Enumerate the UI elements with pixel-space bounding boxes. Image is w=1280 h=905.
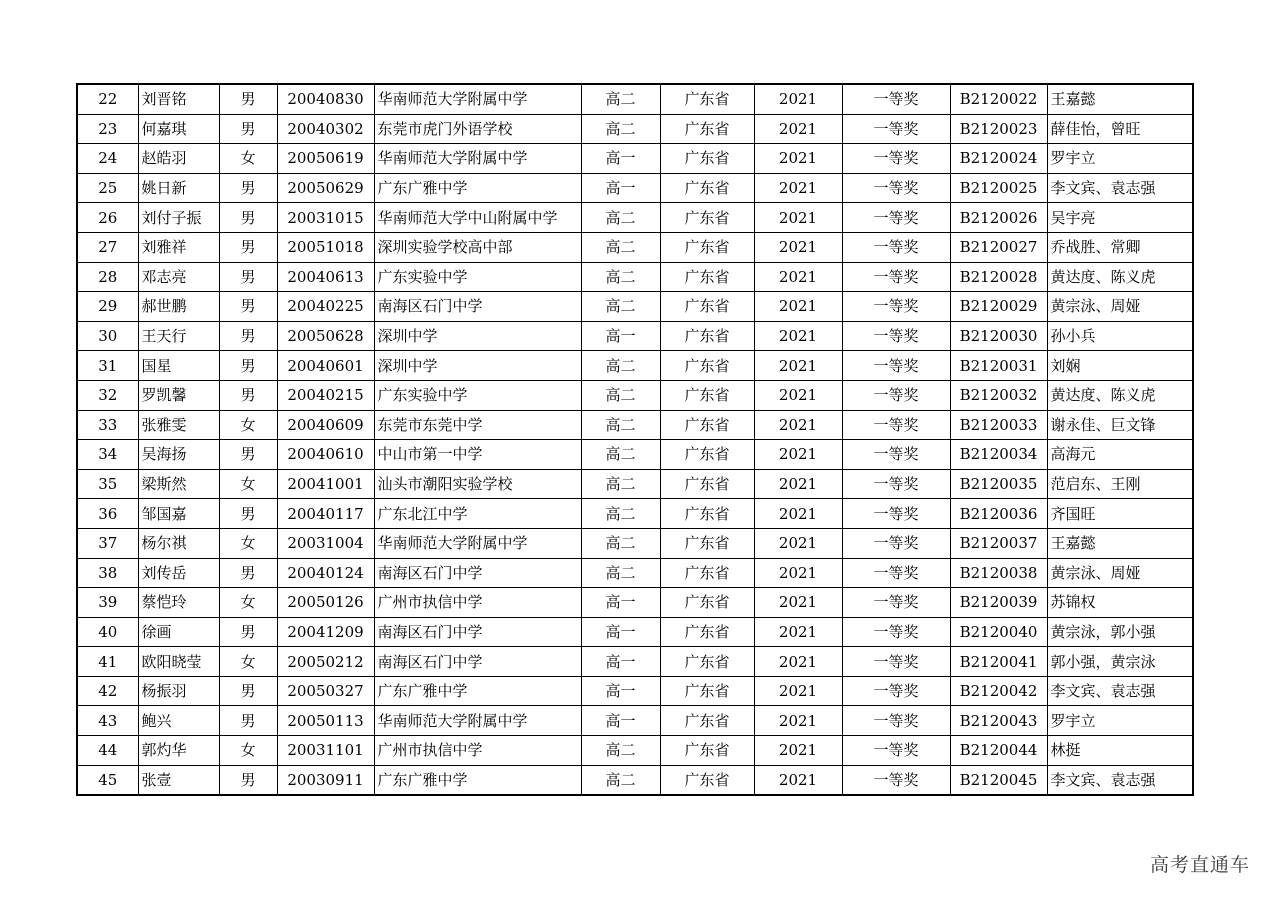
cell-grade: 高二 xyxy=(581,765,660,795)
cell-grade: 高一 xyxy=(581,173,660,203)
cell-province: 广东省 xyxy=(660,765,754,795)
cell-certificate-no: B2120027 xyxy=(950,232,1047,262)
cell-year: 2021 xyxy=(754,232,842,262)
cell-award-level: 一等奖 xyxy=(842,588,950,618)
cell-gender: 男 xyxy=(219,292,277,322)
cell-award-level: 一等奖 xyxy=(842,144,950,174)
cell-year: 2021 xyxy=(754,558,842,588)
cell-certificate-no: B2120039 xyxy=(950,588,1047,618)
cell-school: 广东广雅中学 xyxy=(374,676,581,706)
cell-gender: 女 xyxy=(219,588,277,618)
cell-certificate-no: B2120030 xyxy=(950,321,1047,351)
cell-student-name: 蔡恺玲 xyxy=(138,588,219,618)
cell-year: 2021 xyxy=(754,617,842,647)
cell-gender: 女 xyxy=(219,528,277,558)
cell-year: 2021 xyxy=(754,528,842,558)
cell-gender: 男 xyxy=(219,84,277,114)
table-row xyxy=(77,528,1193,558)
cell-coach: 吴宇亮 xyxy=(1047,203,1193,233)
cell-student-name: 鲍兴 xyxy=(138,706,219,736)
cell-award-level: 一等奖 xyxy=(842,114,950,144)
cell-school: 南海区石门中学 xyxy=(374,292,581,322)
cell-province: 广东省 xyxy=(660,469,754,499)
cell-certificate-no: B2120045 xyxy=(950,765,1047,795)
cell-certificate-no: B2120040 xyxy=(950,617,1047,647)
cell-seq-no: 43 xyxy=(77,706,138,736)
cell-province: 广东省 xyxy=(660,203,754,233)
cell-gender: 男 xyxy=(219,173,277,203)
cell-student-name: 邹国嘉 xyxy=(138,499,219,529)
cell-birth-date: 20050126 xyxy=(277,588,374,618)
cell-birth-date: 20040609 xyxy=(277,410,374,440)
cell-school: 华南师范大学附属中学 xyxy=(374,706,581,736)
table-row xyxy=(77,469,1193,499)
cell-school: 南海区石门中学 xyxy=(374,647,581,677)
cell-student-name: 国星 xyxy=(138,351,219,381)
cell-birth-date: 20040610 xyxy=(277,440,374,470)
cell-school: 广州市执信中学 xyxy=(374,736,581,766)
cell-birth-date: 20050212 xyxy=(277,647,374,677)
cell-award-level: 一等奖 xyxy=(842,528,950,558)
cell-province: 广东省 xyxy=(660,351,754,381)
cell-province: 广东省 xyxy=(660,232,754,262)
cell-province: 广东省 xyxy=(660,736,754,766)
cell-school: 广东北江中学 xyxy=(374,499,581,529)
table-row xyxy=(77,292,1193,322)
cell-coach: 李文宾、袁志强 xyxy=(1047,765,1193,795)
cell-coach: 黄达度、陈义虎 xyxy=(1047,380,1193,410)
cell-student-name: 刘晋铭 xyxy=(138,84,219,114)
cell-student-name: 欧阳晓莹 xyxy=(138,647,219,677)
cell-grade: 高二 xyxy=(581,262,660,292)
cell-seq-no: 45 xyxy=(77,765,138,795)
cell-seq-no: 30 xyxy=(77,321,138,351)
cell-province: 广东省 xyxy=(660,676,754,706)
cell-seq-no: 37 xyxy=(77,528,138,558)
cell-province: 广东省 xyxy=(660,173,754,203)
cell-province: 广东省 xyxy=(660,706,754,736)
cell-birth-date: 20031015 xyxy=(277,203,374,233)
cell-award-level: 一等奖 xyxy=(842,173,950,203)
cell-coach: 罗宇立 xyxy=(1047,706,1193,736)
table-row xyxy=(77,173,1193,203)
cell-certificate-no: B2120043 xyxy=(950,706,1047,736)
cell-certificate-no: B2120034 xyxy=(950,440,1047,470)
cell-award-level: 一等奖 xyxy=(842,292,950,322)
cell-grade: 高一 xyxy=(581,647,660,677)
cell-award-level: 一等奖 xyxy=(842,647,950,677)
cell-year: 2021 xyxy=(754,144,842,174)
cell-grade: 高二 xyxy=(581,499,660,529)
cell-birth-date: 20040302 xyxy=(277,114,374,144)
cell-school: 东莞市虎门外语学校 xyxy=(374,114,581,144)
cell-province: 广东省 xyxy=(660,617,754,647)
cell-year: 2021 xyxy=(754,262,842,292)
cell-school: 中山市第一中学 xyxy=(374,440,581,470)
cell-gender: 男 xyxy=(219,706,277,736)
cell-gender: 女 xyxy=(219,469,277,499)
cell-province: 广东省 xyxy=(660,380,754,410)
cell-coach: 乔战胜、常卿 xyxy=(1047,232,1193,262)
cell-award-level: 一等奖 xyxy=(842,736,950,766)
cell-coach: 苏锦权 xyxy=(1047,588,1193,618)
cell-year: 2021 xyxy=(754,351,842,381)
cell-seq-no: 24 xyxy=(77,144,138,174)
cell-grade: 高二 xyxy=(581,380,660,410)
cell-award-level: 一等奖 xyxy=(842,410,950,440)
cell-seq-no: 36 xyxy=(77,499,138,529)
cell-year: 2021 xyxy=(754,499,842,529)
cell-seq-no: 41 xyxy=(77,647,138,677)
cell-student-name: 杨振羽 xyxy=(138,676,219,706)
cell-birth-date: 20050113 xyxy=(277,706,374,736)
cell-certificate-no: B2120036 xyxy=(950,499,1047,529)
cell-school: 华南师范大学附属中学 xyxy=(374,84,581,114)
cell-coach: 齐国旺 xyxy=(1047,499,1193,529)
cell-award-level: 一等奖 xyxy=(842,84,950,114)
table-row xyxy=(77,114,1193,144)
cell-student-name: 梁斯然 xyxy=(138,469,219,499)
cell-gender: 男 xyxy=(219,380,277,410)
cell-gender: 男 xyxy=(219,765,277,795)
cell-coach: 高海元 xyxy=(1047,440,1193,470)
cell-school: 深圳中学 xyxy=(374,351,581,381)
cell-student-name: 徐画 xyxy=(138,617,219,647)
cell-school: 南海区石门中学 xyxy=(374,558,581,588)
cell-birth-date: 20040601 xyxy=(277,351,374,381)
cell-award-level: 一等奖 xyxy=(842,351,950,381)
cell-coach: 王嘉懿 xyxy=(1047,84,1193,114)
cell-student-name: 张壹 xyxy=(138,765,219,795)
cell-gender: 男 xyxy=(219,440,277,470)
cell-seq-no: 38 xyxy=(77,558,138,588)
cell-seq-no: 44 xyxy=(77,736,138,766)
cell-gender: 男 xyxy=(219,114,277,144)
cell-year: 2021 xyxy=(754,588,842,618)
cell-coach: 郭小强，黄宗泳 xyxy=(1047,647,1193,677)
table-row xyxy=(77,380,1193,410)
cell-certificate-no: B2120025 xyxy=(950,173,1047,203)
cell-award-level: 一等奖 xyxy=(842,676,950,706)
table-row xyxy=(77,765,1193,795)
cell-coach: 孙小兵 xyxy=(1047,321,1193,351)
cell-gender: 男 xyxy=(219,321,277,351)
cell-gender: 男 xyxy=(219,617,277,647)
cell-student-name: 赵皓羽 xyxy=(138,144,219,174)
cell-birth-date: 20040225 xyxy=(277,292,374,322)
cell-gender: 男 xyxy=(219,203,277,233)
watermark: 高考直通车 xyxy=(1149,854,1250,876)
cell-seq-no: 25 xyxy=(77,173,138,203)
cell-student-name: 王天行 xyxy=(138,321,219,351)
cell-student-name: 邓志亮 xyxy=(138,262,219,292)
cell-grade: 高一 xyxy=(581,144,660,174)
cell-school: 广东广雅中学 xyxy=(374,173,581,203)
cell-certificate-no: B2120038 xyxy=(950,558,1047,588)
cell-year: 2021 xyxy=(754,706,842,736)
cell-seq-no: 31 xyxy=(77,351,138,381)
cell-grade: 高二 xyxy=(581,203,660,233)
cell-birth-date: 20040117 xyxy=(277,499,374,529)
cell-coach: 李文宾、袁志强 xyxy=(1047,676,1193,706)
cell-province: 广东省 xyxy=(660,292,754,322)
cell-province: 广东省 xyxy=(660,262,754,292)
cell-seq-no: 33 xyxy=(77,410,138,440)
cell-student-name: 郝世鹏 xyxy=(138,292,219,322)
table-row xyxy=(77,558,1193,588)
cell-award-level: 一等奖 xyxy=(842,262,950,292)
cell-coach: 李文宾、袁志强 xyxy=(1047,173,1193,203)
cell-grade: 高一 xyxy=(581,588,660,618)
cell-seq-no: 27 xyxy=(77,232,138,262)
cell-grade: 高二 xyxy=(581,469,660,499)
cell-province: 广东省 xyxy=(660,321,754,351)
cell-certificate-no: B2120032 xyxy=(950,380,1047,410)
cell-certificate-no: B2120035 xyxy=(950,469,1047,499)
cell-school: 华南师范大学附属中学 xyxy=(374,528,581,558)
cell-seq-no: 34 xyxy=(77,440,138,470)
cell-year: 2021 xyxy=(754,469,842,499)
cell-birth-date: 20051018 xyxy=(277,232,374,262)
cell-award-level: 一等奖 xyxy=(842,203,950,233)
table-row xyxy=(77,84,1193,114)
cell-birth-date: 20031004 xyxy=(277,528,374,558)
cell-certificate-no: B2120026 xyxy=(950,203,1047,233)
cell-province: 广东省 xyxy=(660,528,754,558)
cell-student-name: 刘付子振 xyxy=(138,203,219,233)
cell-certificate-no: B2120023 xyxy=(950,114,1047,144)
cell-province: 广东省 xyxy=(660,114,754,144)
cell-seq-no: 23 xyxy=(77,114,138,144)
cell-school: 华南师范大学附属中学 xyxy=(374,144,581,174)
cell-grade: 高二 xyxy=(581,292,660,322)
cell-grade: 高一 xyxy=(581,706,660,736)
cell-gender: 男 xyxy=(219,676,277,706)
cell-student-name: 刘传岳 xyxy=(138,558,219,588)
cell-gender: 女 xyxy=(219,736,277,766)
cell-birth-date: 20041001 xyxy=(277,469,374,499)
cell-province: 广东省 xyxy=(660,588,754,618)
cell-award-level: 一等奖 xyxy=(842,321,950,351)
table-row xyxy=(77,736,1193,766)
cell-certificate-no: B2120028 xyxy=(950,262,1047,292)
cell-birth-date: 20050619 xyxy=(277,144,374,174)
cell-student-name: 何嘉琪 xyxy=(138,114,219,144)
table-row xyxy=(77,647,1193,677)
cell-student-name: 吴海扬 xyxy=(138,440,219,470)
cell-coach: 刘娴 xyxy=(1047,351,1193,381)
cell-year: 2021 xyxy=(754,321,842,351)
cell-year: 2021 xyxy=(754,765,842,795)
cell-seq-no: 40 xyxy=(77,617,138,647)
cell-student-name: 张雅雯 xyxy=(138,410,219,440)
cell-coach: 谢永佳、巨文锋 xyxy=(1047,410,1193,440)
cell-province: 广东省 xyxy=(660,440,754,470)
cell-birth-date: 20040613 xyxy=(277,262,374,292)
cell-gender: 男 xyxy=(219,262,277,292)
cell-birth-date: 20030911 xyxy=(277,765,374,795)
cell-birth-date: 20040830 xyxy=(277,84,374,114)
cell-seq-no: 26 xyxy=(77,203,138,233)
cell-year: 2021 xyxy=(754,676,842,706)
cell-student-name: 郭灼华 xyxy=(138,736,219,766)
cell-coach: 王嘉懿 xyxy=(1047,528,1193,558)
cell-student-name: 罗凯馨 xyxy=(138,380,219,410)
cell-seq-no: 28 xyxy=(77,262,138,292)
cell-gender: 男 xyxy=(219,351,277,381)
cell-grade: 高一 xyxy=(581,617,660,647)
cell-seq-no: 42 xyxy=(77,676,138,706)
table-row xyxy=(77,144,1193,174)
cell-year: 2021 xyxy=(754,647,842,677)
cell-province: 广东省 xyxy=(660,84,754,114)
cell-school: 东莞市东莞中学 xyxy=(374,410,581,440)
table-row xyxy=(77,321,1193,351)
cell-award-level: 一等奖 xyxy=(842,765,950,795)
award-table-body xyxy=(77,84,1193,795)
table-row xyxy=(77,262,1193,292)
cell-province: 广东省 xyxy=(660,558,754,588)
cell-award-level: 一等奖 xyxy=(842,617,950,647)
cell-certificate-no: B2120024 xyxy=(950,144,1047,174)
cell-seq-no: 29 xyxy=(77,292,138,322)
cell-year: 2021 xyxy=(754,380,842,410)
cell-seq-no: 39 xyxy=(77,588,138,618)
cell-certificate-no: B2120037 xyxy=(950,528,1047,558)
cell-grade: 高二 xyxy=(581,232,660,262)
cell-province: 广东省 xyxy=(660,410,754,440)
cell-certificate-no: B2120044 xyxy=(950,736,1047,766)
cell-grade: 高二 xyxy=(581,114,660,144)
award-list-sheet xyxy=(76,83,1192,796)
cell-province: 广东省 xyxy=(660,144,754,174)
cell-coach: 黄宗泳，郭小强 xyxy=(1047,617,1193,647)
table-row xyxy=(77,440,1193,470)
cell-grade: 高二 xyxy=(581,558,660,588)
cell-school: 广东实验中学 xyxy=(374,380,581,410)
table-row xyxy=(77,588,1193,618)
cell-award-level: 一等奖 xyxy=(842,380,950,410)
cell-birth-date: 20050629 xyxy=(277,173,374,203)
cell-coach: 罗宇立 xyxy=(1047,144,1193,174)
table-row xyxy=(77,617,1193,647)
cell-grade: 高二 xyxy=(581,84,660,114)
cell-coach: 黄达度、陈义虎 xyxy=(1047,262,1193,292)
cell-province: 广东省 xyxy=(660,499,754,529)
cell-award-level: 一等奖 xyxy=(842,706,950,736)
cell-year: 2021 xyxy=(754,440,842,470)
cell-certificate-no: B2120029 xyxy=(950,292,1047,322)
table-row xyxy=(77,410,1193,440)
cell-school: 深圳实验学校高中部 xyxy=(374,232,581,262)
cell-birth-date: 20041209 xyxy=(277,617,374,647)
cell-province: 广东省 xyxy=(660,647,754,677)
cell-grade: 高二 xyxy=(581,410,660,440)
cell-year: 2021 xyxy=(754,84,842,114)
cell-year: 2021 xyxy=(754,203,842,233)
cell-certificate-no: B2120041 xyxy=(950,647,1047,677)
cell-birth-date: 20040124 xyxy=(277,558,374,588)
cell-school: 南海区石门中学 xyxy=(374,617,581,647)
table-row xyxy=(77,706,1193,736)
cell-coach: 范启东、王刚 xyxy=(1047,469,1193,499)
cell-grade: 高一 xyxy=(581,321,660,351)
cell-birth-date: 20050327 xyxy=(277,676,374,706)
cell-school: 广州市执信中学 xyxy=(374,588,581,618)
cell-year: 2021 xyxy=(754,736,842,766)
cell-student-name: 刘雅祥 xyxy=(138,232,219,262)
cell-award-level: 一等奖 xyxy=(842,558,950,588)
cell-birth-date: 20050628 xyxy=(277,321,374,351)
cell-student-name: 姚日新 xyxy=(138,173,219,203)
cell-coach: 黄宗泳、周娅 xyxy=(1047,558,1193,588)
table-row xyxy=(77,203,1193,233)
cell-year: 2021 xyxy=(754,292,842,322)
cell-school: 华南师范大学中山附属中学 xyxy=(374,203,581,233)
cell-grade: 高二 xyxy=(581,351,660,381)
cell-award-level: 一等奖 xyxy=(842,440,950,470)
table-row xyxy=(77,676,1193,706)
cell-grade: 高二 xyxy=(581,440,660,470)
cell-coach: 薛佳怡，曾旺 xyxy=(1047,114,1193,144)
cell-year: 2021 xyxy=(754,173,842,203)
cell-seq-no: 32 xyxy=(77,380,138,410)
cell-grade: 高一 xyxy=(581,676,660,706)
cell-certificate-no: B2120022 xyxy=(950,84,1047,114)
table-row xyxy=(77,351,1193,381)
cell-award-level: 一等奖 xyxy=(842,499,950,529)
cell-certificate-no: B2120033 xyxy=(950,410,1047,440)
cell-year: 2021 xyxy=(754,410,842,440)
cell-gender: 男 xyxy=(219,558,277,588)
cell-seq-no: 35 xyxy=(77,469,138,499)
cell-student-name: 杨尔祺 xyxy=(138,528,219,558)
cell-birth-date: 20031101 xyxy=(277,736,374,766)
cell-certificate-no: B2120031 xyxy=(950,351,1047,381)
cell-school: 汕头市潮阳实验学校 xyxy=(374,469,581,499)
cell-grade: 高二 xyxy=(581,528,660,558)
cell-award-level: 一等奖 xyxy=(842,469,950,499)
table-row xyxy=(77,499,1193,529)
cell-gender: 男 xyxy=(219,232,277,262)
cell-birth-date: 20040215 xyxy=(277,380,374,410)
cell-gender: 女 xyxy=(219,410,277,440)
cell-gender: 女 xyxy=(219,647,277,677)
cell-school: 深圳中学 xyxy=(374,321,581,351)
cell-award-level: 一等奖 xyxy=(842,232,950,262)
cell-coach: 黄宗泳、周娅 xyxy=(1047,292,1193,322)
cell-grade: 高二 xyxy=(581,736,660,766)
cell-gender: 男 xyxy=(219,499,277,529)
cell-school: 广东实验中学 xyxy=(374,262,581,292)
cell-seq-no: 22 xyxy=(77,84,138,114)
cell-coach: 林挺 xyxy=(1047,736,1193,766)
cell-certificate-no: B2120042 xyxy=(950,676,1047,706)
cell-gender: 女 xyxy=(219,144,277,174)
award-table xyxy=(76,83,1194,796)
cell-year: 2021 xyxy=(754,114,842,144)
cell-school: 广东广雅中学 xyxy=(374,765,581,795)
table-row xyxy=(77,232,1193,262)
